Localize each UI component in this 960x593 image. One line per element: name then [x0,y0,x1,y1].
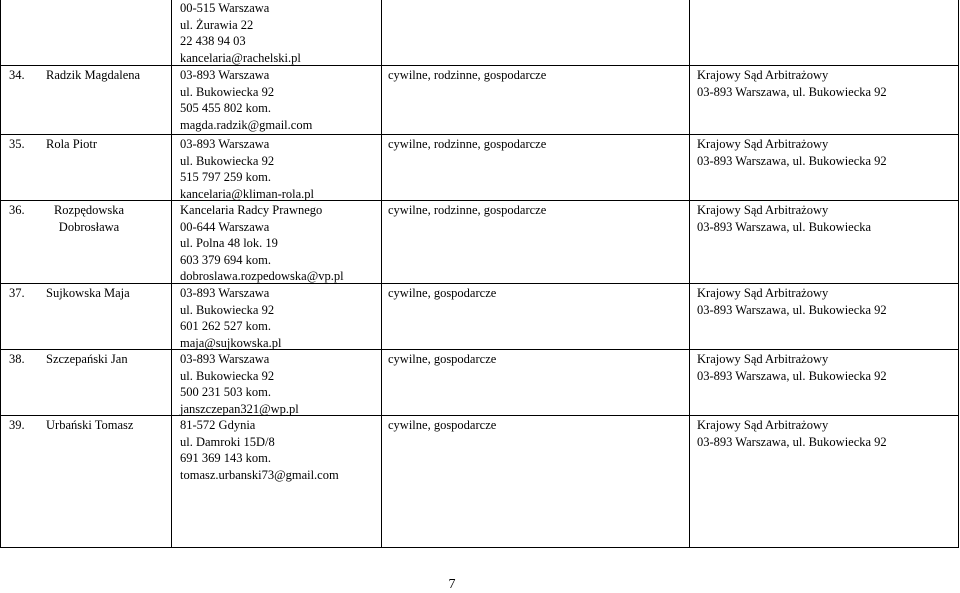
contact-line: 505 455 802 kom. [180,101,271,116]
contact-line: 00-515 Warszawa [180,1,270,15]
contact-line: ul. Bukowiecka 92 [180,368,275,383]
contact-line: ul. Żurawia 22 [180,17,254,32]
contact-cell [180,136,314,202]
contact-line: 00-644 Warszawa [180,219,270,234]
table-row-divider [0,134,959,135]
specialization-cell: cywilne, rodzinne, gospodarcze [388,137,547,151]
contact-cell [180,285,281,351]
row-number: 35. [9,137,25,151]
contact-line: ul. Bukowiecka 92 [180,302,275,317]
contact-line: dobroslawa.rozpedowska@vp.pl [180,269,344,284]
specialization-cell: cywilne, gospodarcze [388,418,497,432]
contact-cell [180,67,312,133]
contact-line: 603 379 694 kom. [180,252,271,267]
court-cell [697,136,887,169]
table-border-left [0,0,1,548]
court-cell [697,67,887,100]
contact-line: 03-893 Warszawa [180,137,270,151]
court-line: 03-893 Warszawa, ul. Bukowiecka 92 [697,153,887,168]
arbitrator-name [46,351,128,368]
page-number: 7 [448,577,456,592]
contact-cell [180,351,299,417]
table-row-divider [0,415,959,416]
contact-line: 601 262 527 kom. [180,319,271,334]
contact-line: 81-572 Gdynia [180,418,256,432]
name-line: Urbański Tomasz [46,418,134,432]
contact-line: kancelaria@kliman-rola.pl [180,186,315,201]
row-number: 34. [9,68,25,82]
row-number: 37. [9,286,25,300]
arbitrator-name [34,202,144,235]
specialization-cell: cywilne, rodzinne, gospodarcze [388,203,547,217]
top-contact-cell [180,0,301,66]
court-line: 03-893 Warszawa, ul. Bukowiecka [697,219,872,234]
specialization-cell: cywilne, gospodarcze [388,286,497,300]
contact-line: 500 231 503 kom. [180,385,271,400]
contact-line: 03-893 Warszawa [180,286,270,300]
contact-line: ul. Bukowiecka 92 [180,84,275,99]
table-column-divider-1 [171,0,172,548]
court-line: Krajowy Sąd Arbitrażowy [697,203,829,217]
contact-line: ul. Damroki 15D/8 [180,434,275,449]
contact-line: 691 369 143 kom. [180,451,271,466]
row-number: 36. [9,203,25,217]
contact-line: kancelaria@rachelski.pl [180,50,301,65]
name-line: Dobrosława [58,219,120,234]
court-cell [697,351,887,384]
table-row-divider [0,200,959,201]
arbitrator-name [46,285,130,302]
name-line: Rozpędowska [53,203,125,217]
court-line: Krajowy Sąd Arbitrażowy [697,68,829,82]
table-column-divider-2 [381,0,382,548]
court-cell [697,202,871,235]
court-cell [697,285,887,318]
court-line: 03-893 Warszawa, ul. Bukowiecka 92 [697,84,887,99]
table-row-divider [0,65,959,66]
court-line: 03-893 Warszawa, ul. Bukowiecka 92 [697,434,887,449]
contact-line: magda.radzik@gmail.com [180,117,313,132]
court-line: 03-893 Warszawa, ul. Bukowiecka 92 [697,368,887,383]
row-number: 39. [9,418,25,432]
court-line: Krajowy Sąd Arbitrażowy [697,352,829,366]
name-line: Radzik Magdalena [46,68,141,82]
contact-line: janszczepan321@wp.pl [180,401,299,416]
table-column-divider-3 [689,0,690,548]
court-line: Krajowy Sąd Arbitrażowy [697,418,829,432]
table-border-bottom [0,547,959,548]
contact-line: 03-893 Warszawa [180,352,270,366]
court-line: Krajowy Sąd Arbitrażowy [697,137,829,151]
contact-line: 03-893 Warszawa [180,68,270,82]
name-line: Rola Piotr [46,137,98,151]
court-line: 03-893 Warszawa, ul. Bukowiecka 92 [697,302,887,317]
table-border-right [958,0,959,548]
arbitrator-name [46,67,140,84]
contact-line: tomasz.urbanski73@gmail.com [180,467,339,482]
arbitrator-name [46,417,133,434]
contact-cell [180,417,339,483]
contact-line: 515 797 259 kom. [180,170,271,185]
table-row-divider [0,349,959,350]
contact-line: 22 438 94 03 [180,34,246,49]
contact-line: ul. Bukowiecka 92 [180,153,275,168]
court-line: Krajowy Sąd Arbitrażowy [697,286,829,300]
specialization-cell: cywilne, gospodarcze [388,352,497,366]
arbitrator-name [46,136,97,153]
contact-line: Kancelaria Radcy Prawnego [180,203,323,217]
name-line: Sujkowska Maja [46,286,130,300]
court-cell [697,417,887,450]
contact-line: ul. Polna 48 lok. 19 [180,236,278,251]
row-number: 38. [9,352,25,366]
specialization-cell: cywilne, rodzinne, gospodarcze [388,68,547,82]
name-line: Szczepański Jan [46,352,128,366]
contact-cell [180,202,344,285]
table-row-divider [0,283,959,284]
contact-line: maja@sujkowska.pl [180,335,282,350]
